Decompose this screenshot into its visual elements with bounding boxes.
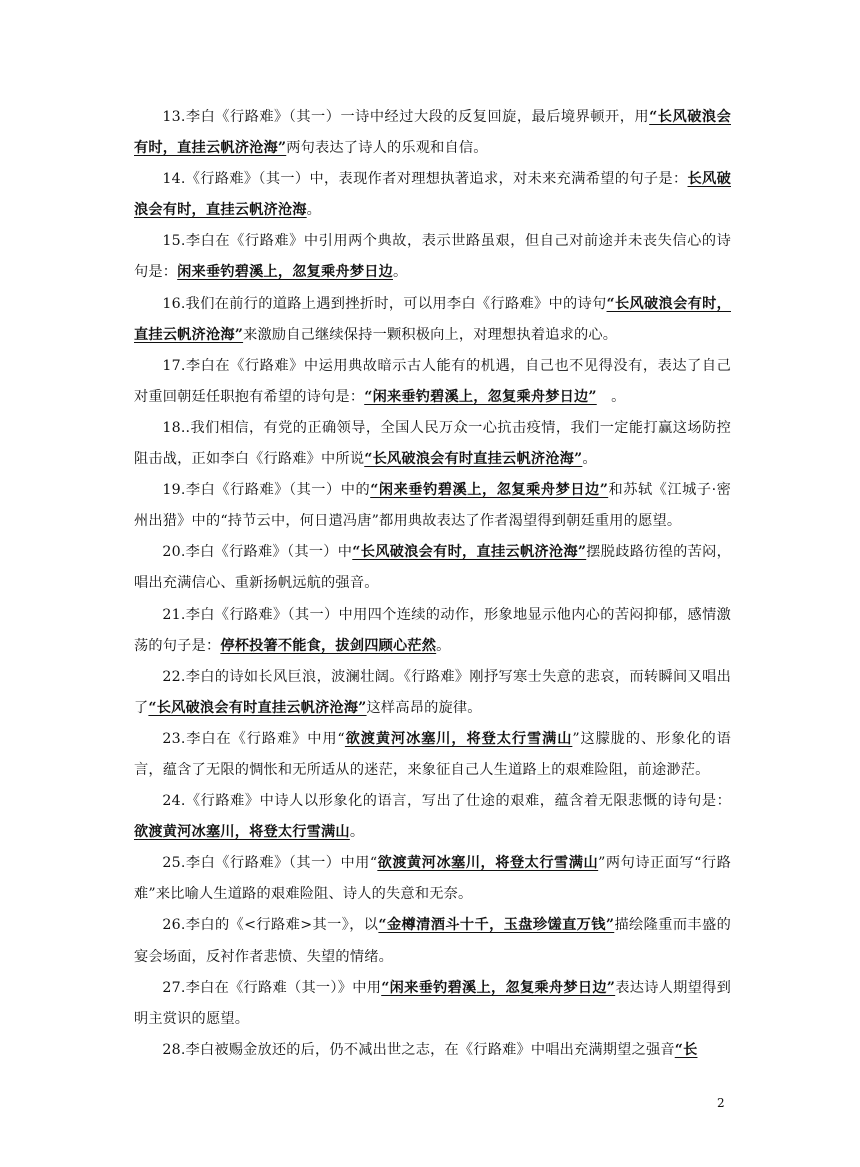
question-text: ”两句诗正面写“行路难”来比喻人生道路的艰难险阻、诗人的失意和无奈。 <box>134 855 731 903</box>
question-item <box>134 973 731 1035</box>
question-item <box>134 102 731 164</box>
answer-text: 长风破浪会有时，直挂云帆济沧海 <box>134 171 731 219</box>
question-item <box>134 1035 731 1066</box>
question-text: 表达诗人期望得到明主赏识的愿望。 <box>134 979 731 1027</box>
answer-text: “长风破浪会有时直挂云帆济沧海” <box>148 699 367 716</box>
question-text: 28.李白被赐金放还的后，仍不减出世之志，在《行路难》中唱出充满期望之强音 <box>162 1041 675 1058</box>
question-text: 18..我们相信，有党的正确领导，全国人民万众一心抗击疫情，我们一定能打赢这场防控阻击战，正如李白《行路难》中所说 <box>134 419 731 468</box>
question-item <box>134 351 731 413</box>
question-item <box>134 537 731 599</box>
answer-text: 欲渡黄河冰塞川，将登太行雪满山 <box>134 824 350 841</box>
answer-text: “金樽清酒斗十千，玉盘珍馐直万钱” <box>378 917 615 934</box>
question-item <box>134 662 731 724</box>
question-text: 21.李白《行路难》（其一）中用四个连续的动作，形象地显示他内心的苦闷抑郁，感情激荡的句子是： <box>134 606 731 654</box>
question-text: 27.李白在《行路难（其一）》中用 <box>162 979 382 996</box>
question-text: 摆脱歧路彷徨的苦闷，唱出充满信心、重新扬帆远航的强音。 <box>134 544 731 592</box>
question-text: 24.《行路难》中诗人以形象化的语言，写出了仕途的艰难，蕴含着无限悲慨的诗句是： <box>162 793 731 810</box>
question-item <box>134 848 731 910</box>
question-item <box>134 724 731 786</box>
answer-text: “长风破浪会有时，直挂云帆济沧海” <box>134 295 731 343</box>
answer-text: “闲来垂钓碧溪上，忽复乘舟梦日边” <box>370 482 609 499</box>
answer-text: “长风破浪会有时直挂云帆济沧海” <box>364 451 583 468</box>
answer-text: “长风破浪会有时，直挂云帆济沧海” <box>352 544 587 561</box>
question-text: 22.李白的诗如长风巨浪，波澜壮阔。《行路难》刚抒写寒士失意的悲哀，而转瞬间又唱出了 <box>134 668 731 716</box>
question-text: ”这朦胧的、形象化的语言，蕴含了无限的惆怅和无所适从的迷茫，来象征自己人生道路上的艰难险阻，前途渺茫。 <box>134 730 731 778</box>
question-text: 。 <box>306 202 322 219</box>
question-text: 13.李白《行路难》（其一）一诗中经过大段的反复回旋，最后境界顿开，用 <box>162 109 650 125</box>
answer-text: “长 <box>674 1041 698 1058</box>
question-item <box>134 226 731 288</box>
question-text: 20.李白《行路难》（其一）中 <box>162 544 353 561</box>
question-item <box>134 289 731 351</box>
question-item <box>134 600 731 662</box>
question-text: 两句表达了诗人的乐观和自信。 <box>286 140 488 157</box>
question-text: 14.《行路难》（其一）中，表现作者对理想执著追求，对未来充满希望的句子是： <box>162 171 688 188</box>
answer-text: 欲渡黄河冰塞川，将登太行雪满山 <box>377 855 599 872</box>
question-text: 25.李白《行路难》（其一）中用“ <box>162 855 378 872</box>
answer-text: 停杯投箸不能食，拔剑四顾心茫然 <box>220 637 437 654</box>
question-text: 16.我们在前行的道路上遇到挫折时，可以用李白《行路难》中的诗句 <box>162 295 607 312</box>
question-text: 和苏轼《江城子·密州出猎》中的“持节云中，何日遣冯唐”都用典故表达了作者渴望得到朝廷重用的愿望。 <box>134 482 731 530</box>
question-text: 来激励自己继续保持一颗积极向上，对理想执着追求的心。 <box>243 326 618 343</box>
question-item <box>134 475 731 537</box>
question-text: 。 <box>436 637 451 654</box>
question-text: 。 <box>349 824 365 841</box>
question-text: 19.李白《行路难》（其一）中的 <box>162 482 371 499</box>
question-text: 23.李白在《行路难》中用“ <box>162 730 345 747</box>
question-list <box>134 102 731 1066</box>
answer-text: 闲来垂钓碧溪上，忽复乘舟梦日边 <box>177 264 393 281</box>
question-text: 17.李白在《行路难》中运用典故暗示古人能有的机遇，自己也不见得没有，表达了自己对重回朝廷任职抱有希望的诗句是： <box>134 357 731 405</box>
question-item <box>134 786 731 848</box>
question-item <box>134 910 731 972</box>
question-text: 描绘隆重而丰盛的宴会场面，反衬作者悲愤、失望的情绪。 <box>134 917 731 965</box>
answer-text: “闲来垂钓碧溪上，忽复乘舟梦日边” <box>381 979 616 996</box>
question-item <box>134 164 731 226</box>
question-text: 这样高昂的旋律。 <box>366 699 482 716</box>
answer-text: 欲渡黄河冰塞川，将登太行雪满山 <box>344 730 573 747</box>
answer-text: “长风破浪会有时，直挂云帆济沧海” <box>134 109 731 157</box>
question-text: 15.李白在《行路难》中引用两个典故，表示世路虽艰，但自己对前途并未丧失信心的诗句是： <box>134 233 731 281</box>
answer-text: “闲来垂钓碧溪上，忽复乘舟梦日边” <box>364 388 597 405</box>
question-text: 26.李白的《<行路难>其一》，以 <box>162 917 379 934</box>
page-number: 2 <box>717 1096 725 1110</box>
question-text: 。 <box>596 388 626 405</box>
question-text: 。 <box>393 264 408 281</box>
question-text: 。 <box>582 451 597 468</box>
question-item <box>134 413 731 475</box>
